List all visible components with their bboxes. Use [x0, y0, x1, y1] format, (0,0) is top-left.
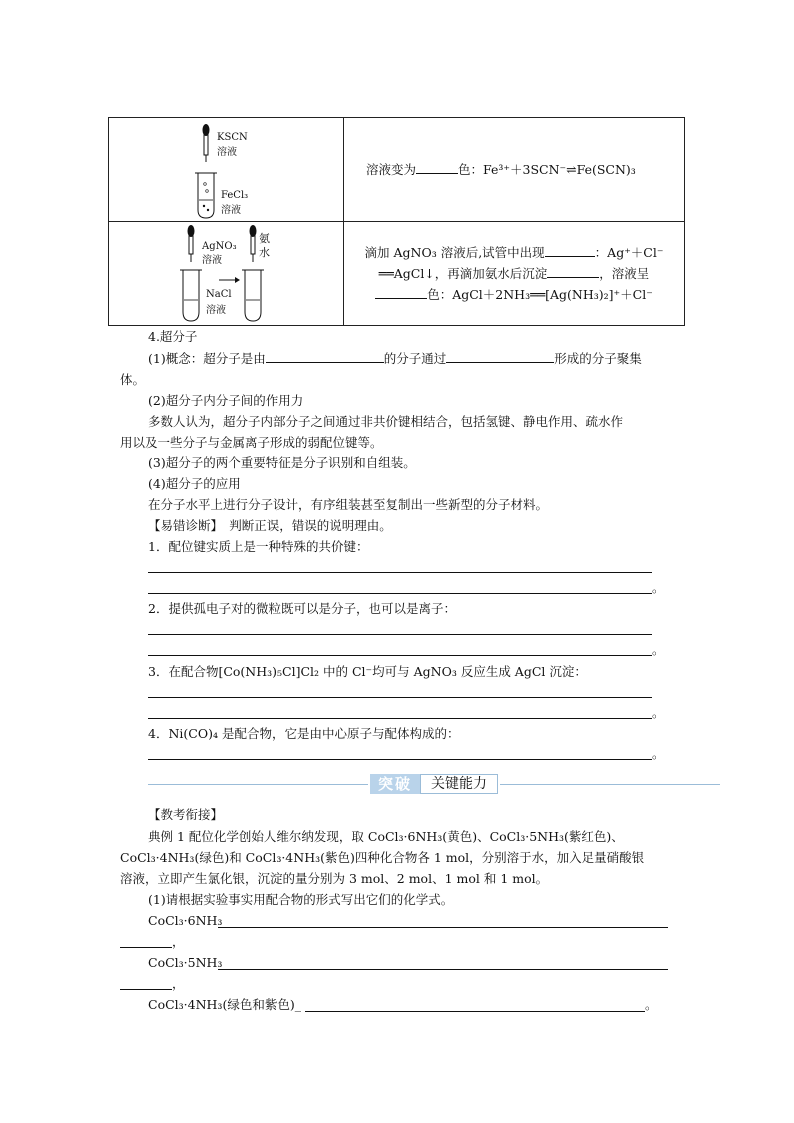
- comma-mark: ，: [172, 976, 185, 991]
- diagnosis-question: 2．提供孤电子对的微粒既可以是分子，也可以是离子：: [148, 601, 456, 616]
- answer-line: [218, 969, 668, 970]
- diagnosis-title: 【易错诊断】 判断正误，错误的说明理由。: [148, 518, 392, 533]
- answer-line: [218, 927, 668, 928]
- ammonia-label: 水: [259, 246, 270, 259]
- comma-mark: ，: [172, 934, 185, 949]
- concept-paragraph-end: 体。: [120, 372, 146, 387]
- teaching-title: 【教考衔接】: [148, 807, 224, 822]
- example-paragraph: 溶液，立即产生氯化银，沉淀的量分别为 3 mol、2 mol、1 mol 和 1 mol。: [120, 871, 549, 886]
- blank-field: [547, 264, 599, 278]
- solution-label: NaCl: [206, 289, 232, 300]
- answer-line: [148, 572, 652, 573]
- blank-field: [416, 160, 458, 174]
- compound-label: CoCl₃·5NH₃: [148, 955, 223, 970]
- compound-label: CoCl₃·4NH₃(绿色和紫色)_: [148, 997, 301, 1012]
- concept-paragraph: (1)概念：超分子是由 的分子通过 形成的分子聚集: [148, 351, 642, 366]
- banner-tag: 突破: [370, 774, 420, 794]
- question: (1)请根据实验事实用配合物的形式写出它们的化学式。: [148, 892, 454, 907]
- diagnosis-question: 4．Ni(CO)₄ 是配合物，它是由中心原子与配体构成的：: [148, 726, 460, 741]
- ag-nh3-figure-cell: [109, 222, 344, 326]
- compound-label: CoCl₃·6NH₃: [148, 913, 223, 928]
- ammonia-label: 氨: [259, 232, 270, 245]
- arrow-icon: [219, 277, 240, 283]
- answer-line: [148, 718, 652, 719]
- fe-scn-description: 溶液变为 色：Fe³⁺＋3SCN⁻⇌Fe(SCN)₃: [344, 118, 685, 222]
- example-paragraph: 典例 1 配位化学创始人维尔纳发现，取 CoCl₃·6NH₃(黄色)、CoCl₃·5NH₃(紫红色)、: [148, 829, 624, 844]
- solution-sub-label: 溶液: [206, 305, 226, 316]
- answer-line: [148, 634, 652, 635]
- blank-field: [446, 349, 554, 363]
- answer-line: [120, 989, 172, 990]
- dropper-icon: [203, 124, 210, 162]
- reagent-sub-label: 溶液: [217, 147, 237, 158]
- paragraph: 在分子水平上进行分子设计，有序组装甚至复制出一些新型的分子材料。: [148, 497, 549, 512]
- test-tube-icon: [242, 270, 264, 321]
- dropper-icon: [250, 225, 257, 262]
- dropper-test-tube-diagram: [109, 222, 343, 325]
- ag-nh3-description: 滴加 AgNO₃ 溶液后,试管中出现 ：Ag⁺＋Cl⁻ ══AgCl↓，再滴加氨水后沉淀 ，溶液呈 色：AgCl＋2NH₃══[Ag(NH₃)₂]⁺＋Cl⁻: [344, 222, 685, 326]
- end-mark: 。: [652, 642, 665, 657]
- fe-scn-figure-cell: [109, 118, 344, 222]
- reagent-sub-label: 溶液: [202, 255, 222, 266]
- answer-line: [148, 655, 652, 656]
- experiment-table: [108, 117, 685, 326]
- diagnosis-question: 3．在配合物[Co(NH₃)₅Cl]Cl₂ 中的 Cl⁻均可与 AgNO₃ 反应生成 AgCl 沉淀：: [148, 664, 587, 679]
- end-mark: 。: [652, 580, 665, 595]
- diagnosis-question: 1．配位键实质上是一种特殊的共价键：: [148, 539, 369, 554]
- subsection-title: (4)超分子的应用: [148, 476, 241, 491]
- answer-line: [148, 593, 652, 594]
- end-mark: 。: [645, 997, 658, 1012]
- banner-title: 关键能力: [420, 774, 498, 794]
- example-paragraph: CoCl₃·4NH₃(绿色)和 CoCl₃·4NH₃(紫色)四种化合物各 1 mol，分别溶于水，加入足量硝酸银: [120, 850, 645, 865]
- dropper-icon: [188, 225, 195, 262]
- blank-field: [375, 285, 427, 299]
- answer-line: [120, 947, 172, 948]
- paragraph: 多数人认为，超分子内部分子之间通过非共价键相结合，包括氢键、静电作用、疏水作: [148, 414, 624, 429]
- end-mark: 。: [652, 705, 665, 720]
- answer-line: [148, 697, 652, 698]
- subsection-title: (2)超分子内分子间的作用力: [148, 393, 304, 408]
- answer-line: [305, 1011, 645, 1012]
- paragraph: (3)超分子的两个重要特征是分子识别和自组装。: [148, 455, 416, 470]
- answer-line: [148, 759, 652, 760]
- solution-label: FeCl₃: [221, 190, 249, 201]
- banner-divider: [500, 784, 720, 785]
- section-title: 4.超分子: [148, 329, 198, 344]
- end-mark: 。: [652, 746, 665, 761]
- test-tube-icon: [195, 173, 217, 218]
- banner-divider: [148, 784, 368, 785]
- reagent-label: KSCN: [217, 132, 248, 143]
- test-tube-icon: [180, 270, 202, 321]
- solution-sub-label: 溶液: [221, 205, 241, 216]
- blank-field: [266, 349, 384, 363]
- paragraph: 用以及一些分子与金属离子形成的弱配位键等。: [120, 435, 383, 450]
- blank-field: [545, 243, 595, 257]
- reagent-label: AgNO₃: [202, 241, 237, 252]
